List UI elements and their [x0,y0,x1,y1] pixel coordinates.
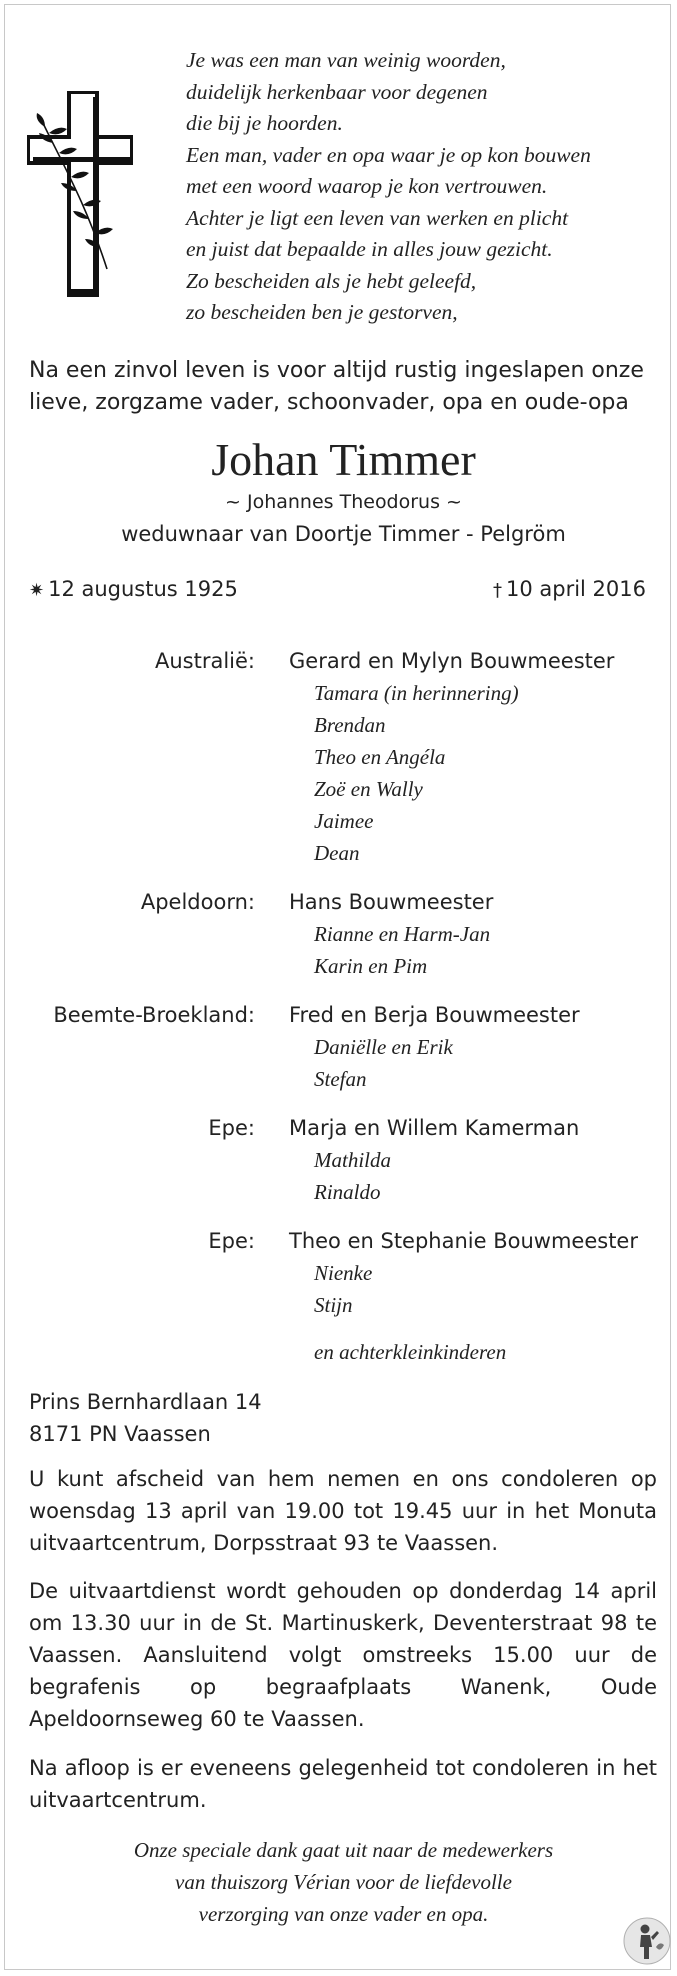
family-place: Epe: [208,1229,255,1253]
family-group [5,999,677,1095]
family-member: Rinaldo [314,1180,381,1204]
thanks-line: van thuiszorg Vérian voor de liefdevolle [175,1870,512,1894]
family-group [5,1112,677,1208]
family-member: Brendan [314,713,386,737]
family-member: Stijn [314,1293,353,1317]
death-date [493,575,646,605]
memorial-figure-logo-icon [623,1917,671,1965]
spouse-line: weduwnaar van Doortje Timmer - Pelgröm [121,522,566,546]
family-member: Stefan [314,1067,367,1091]
family-member: Karin en Pim [314,954,428,978]
family-head: Theo en Stephanie Bouwmeester [289,1229,638,1253]
family-place: Apeldoorn: [140,890,255,914]
poem-line: en juist dat bepaalde in alles jouw gezicht. [186,237,553,261]
birth-date-text: 12 augustus 1925 [48,577,238,601]
family-group [5,886,677,982]
poem-line: Achter je ligt een leven van werken en plicht [186,205,569,230]
poem-line: met een woord waarop je kon vertrouwen. [186,174,548,198]
family-place: Australië: [154,649,255,673]
family-head: Hans Bouwmeester [289,890,494,914]
family-head: Fred en Berja Bouwmeester [289,1003,580,1027]
family-place: Beemte-Broekland: [53,1003,255,1027]
family-member: Rianne en Harm-Jan [314,922,491,946]
service-paragraph: De uitvaartdienst wordt gehouden op donderdag 14 april om 13.30 uur in de St. Martinuskerk, Deventerstraat 98 te Vaassen. Aansluitend volgt omstreeks 15.00 uur de begrafenis op begraafplaats Wanenk, Oude Apeldoornseweg 60 te Vaassen. [29,1579,657,1731]
death-date-text: 10 april 2016 [505,577,646,601]
poem-line: Je was een man van weinig woorden, [186,48,506,72]
poem-line: die bij je hoorden. [186,111,343,135]
deceased-name: Johan Timmer [211,434,476,485]
thanks-line: verzorging van onze vader en opa. [198,1902,489,1926]
family-member: Daniëlle en Erik [314,1035,453,1059]
death-cross-icon: † [492,580,502,601]
address-street: Prins Bernhardlaan 14 [29,1390,262,1414]
family-member: Mathilda [314,1148,391,1172]
poem-line: zo bescheiden ben je gestorven, [186,300,458,324]
family-group [5,1225,677,1321]
poem-line: Een man, vader en opa waar je op kon bouwen [186,142,591,167]
family-member: Jaimee [314,809,374,833]
family-head: Marja en Willem Kamerman [289,1116,580,1140]
after-paragraph: Na afloop is er eveneens gelegenheid tot condoleren in het uitvaartcentrum. [29,1756,657,1812]
family-member: Nienke [314,1261,373,1285]
poem-line: Zo bescheiden als je hebt geleefd, [186,268,477,293]
birth-star-icon: ✷ [29,580,45,601]
great-grandchildren-line: en achterkleinkinderen [314,1340,507,1364]
obituary-card [4,4,671,1970]
birth-date [29,575,238,605]
family-head: Gerard en Mylyn Bouwmeester [289,649,615,673]
condolence-paragraph: U kunt afscheid van hem nemen en ons condoleren op woensdag 13 april van 19.00 tot 19.45 uur in het Monuta uitvaartcentrum, Dorpsstraat 93 te Vaassen. [29,1467,657,1555]
poem [186,45,656,329]
thanks-note [5,1834,677,1930]
family-group [5,645,677,869]
thanks-line: Onze speciale dank gaat uit naar de medewerkers [133,1838,554,1862]
family-member: Theo en Angéla [314,745,446,769]
family-list [5,645,677,1338]
poem-line: duidelijk herkenbaar voor degenen [186,79,488,104]
address-city: 8171 PN Vaassen [29,1422,211,1446]
intro-text: Na een zinvol leven is voor altijd rustig ingeslapen onze lieve, zorgzame vader, schoonvader, opa en oude-opa [29,358,644,415]
family-member: Tamara (in herinnering) [314,681,519,705]
cross-with-palm-branch-icon [27,91,133,297]
family-member: Zoë en Wally [314,777,423,801]
deceased-full-name: ~ Johannes Theodorus ~ [225,491,462,513]
family-place: Epe: [208,1116,255,1140]
address [29,1386,262,1450]
family-member: Dean [314,841,360,865]
